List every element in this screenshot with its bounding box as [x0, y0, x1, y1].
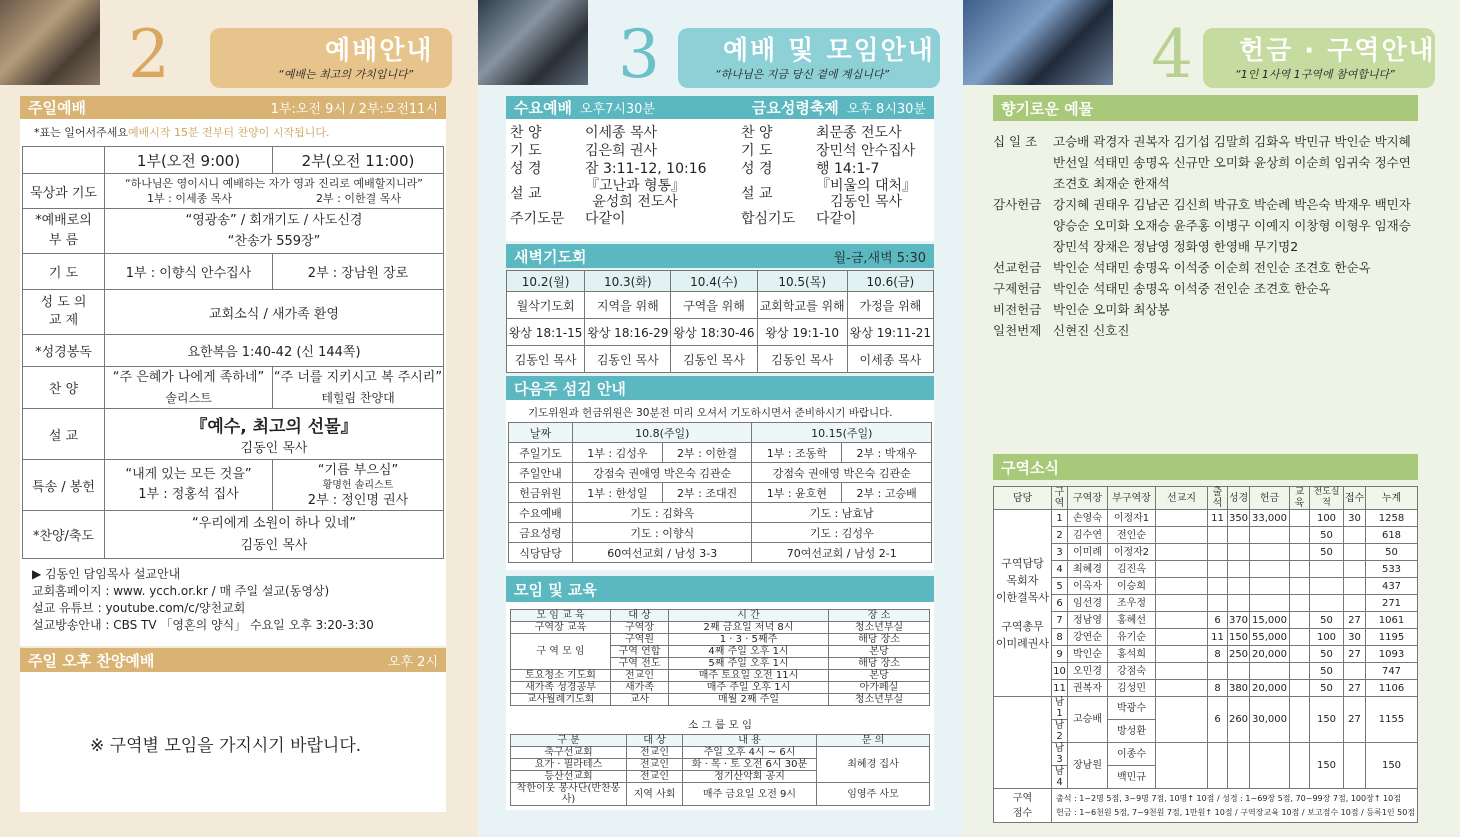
small-group-table: 구 분 대 상 내 용 문 의 축구선교회 전교인 주일 오후 4시 ~ 6시 최혜경 집사 요가 · 필라테스 전교인 화 · 목 · 토 오전 6시 30분 등산선교회 전교인 정기산악회 공지 착한이웃 봉사단(반찬봉사) 지역 사회 매주 금요일 오전 9시 임영주 사모: [510, 734, 930, 806]
offering-list: 십 일 조 고승배 곽경자 권복자 김기섭 김말희 김화옥 박민규 박인순 박지혜 반선일 석태민 송명옥 신규만 오미화 윤상희 이순희 임귀숙 정수연 조견호 최재순 한재석 감사헌금 강지혜 권태우 김남곤 김신희 박규호 박순례 박은숙 박재우 백민자 양승순 오미화 오재승 윤주홍 이병구 이예지 이창형 이형우 임재승 장민석 장채은 정남영 정화영 한영배 무기명2 선교헌금 박인순 석태민 송명옥 이석중 이순희 전인순 조견호 한순옥 구제헌금 박인순 석태민 송명옥 이석중 전인순 조견호 한순옥 비전헌금 박인순 오미화 최상봉 일천번제 신현진 신호진: [993, 134, 1411, 338]
page-title: 예배안내: [325, 36, 434, 66]
offering-panel: [963, 0, 1460, 837]
page-number: 4: [1151, 16, 1193, 93]
page-title: 예배 및 모임안내: [723, 36, 935, 66]
afternoon-worship-header: 주일 오후 찬양예배 오후 2시: [20, 648, 446, 672]
sunday-time: 1부:오전 9시 / 2부:오전11시: [270, 102, 438, 117]
col-first-service: 1부(오전 9:00): [105, 147, 273, 174]
row-label: 묵상과 기도: [23, 174, 105, 209]
dawn-prayer-table: 10.2(월) 10.3(화) 10.4(수) 10.5(목) 10.6(금) 월삭기도회 지역을 위해 구역을 위해 교회학교를 위해 가정을 위해 왕상 18:1-15 왕상 18:16-29 왕상 18:30-46 왕상 19:1-10 왕상 19:11-21 김동인 목사 김동인 목사 김동인 목사 김동인 목사 이세종 목사: [506, 270, 934, 373]
sunday-title: 주일예배: [28, 99, 86, 117]
worship-panel: [0, 0, 478, 837]
page-title: 헌금 · 구역안내: [1239, 36, 1436, 66]
district-table: 담당 구역 구역장 부구역장 선교지 출석 성경 헌금 교육 전도실적 접수 누계 구역담당 목회자 이한결목사 구역총무 이미례권사 1 손영숙 이정자1 11 350 33,000 100 30 1258 2 김수연 전인순 50 618 3 이미례 이정자2 50 50 4 최혜경 김진옥 533 5 이옥자 이승희 437 6 임선경 조우정 271 7 정남영 홍혜선 6 370 15,000 50 27 1061 8 강연순 유기순 11 150 55,000 100 30 1195 9 박인순 홍석희 8 250 20,000 50 27 1093 10 오민경 강점숙 50 747 11 권복자 김성민 8 380 20,000 50 27 1106 남1 고승배 박광수 6 260 30,000 150 27 1155 남2 방성환 남3 장남원 이종수 150 150 남4 백민규 구역 점수 출석 : 1~2명 5점, 3~9명 7점, 10명↑ 10점 / 성경 : 1~69장 5점, 70~99장 7점, 100장↑ 10점 헌금 : 1~6천원 5점, 7~9천원 7점, 1만원↑ 10점 / 구역장교육 10점 / 보고점수 10점 / 등록1인 50점: [993, 486, 1418, 823]
wednesday-order: 찬 양 이세종 목사 기 도 김은희 권사 성 경 잠 3:11-12, 10:16 설 교 『고난과 형통』 윤성희 전도사 주기도문 다같이: [510, 125, 707, 227]
page-subtitle: “예배는 최고의 가치입니다”: [278, 68, 414, 81]
page-number: 3: [618, 16, 660, 93]
friday-order: 찬 양 최문종 전도사 기 도 장민석 안수집사 성 경 행 14:1-7 설 교 『비울의 대처』 김동인 목사 합심기도 다같이: [741, 125, 917, 227]
page-number: 2: [128, 16, 170, 93]
meeting-panel: [478, 0, 963, 837]
congregation-photo: [0, 0, 100, 85]
next-week-header: 다음주 섬김 안내: [506, 376, 934, 400]
education-table: 모 임 교 육 대 상 시 간 장 소 구역장 교육 구역장 2째 금요일 저녁 8시 청소년부실 구 역 모 임 구역원 1 · 3 · 5째주 해당 장소 구역 연합 4째 주일 오후 1시 본당 구역 전도 5째 주일 오후 1시 해당 장소 토요청소 기도회 전교인 매주 토요일 오전 11시 본당 새가족 성경공부 새가족 매주 주일 오후 1시 아가페실 교사월례기도회 교사 매월 2째 주일 청소년부실: [510, 609, 930, 706]
offering-header: 향기로운 예물: [993, 95, 1418, 121]
sunday-order-table: 1부(오전 9:00) 2부(오전 11:00) 묵상과 기도 “하나님은 영이시니 예배하는 자가 영과 진리로 예배할지니라” 1부 : 이세종 목사 2부 : 이한결 목사 *예배로의 부 름 “영광송” / 회개기도 / 사도신경 “찬송가 559장” 기 도 1부 : 이향식 안수집사 2부 : 장남원 장로 성 도 의 교 제 교회소식 / 새가족 환영 *성경봉독 요한복음 1:40-42 (신 144쪽) 찬 양 “주 은혜가 나에게 족하네” 솔리스트 “주 너를 지키시고 복 주시리” 테힐림 찬양대 설 교 『예수, 최고의 선물』 김동인 목사 특송 / 봉헌 “내게 있는 모든 것을” 1부 : 정홍석 집사 “기름 부으심” 황명헌 솔리스트 2부 : 정인명 권사 *찬양/축도 “우리에게 소원이 하나 있네” 김동인 목사: [22, 146, 444, 559]
next-week-table: 날짜 10.8(주일) 10.15(주일) 주일기도 1부 : 김성우 2부 : 이한결 1부 : 조동학 2부 : 박재우 주일안내 강점숙 권애영 박은숙 김관순 강점숙 권애영 박은숙 김관순 헌금위원 1부 : 한성일 2부 : 조대진 1부 : 윤호현 2부 : 고승배 수요예배 기도 : 김화옥 기도 : 남효남 금요성령 기도 : 이향식 기도 : 김성우 식당담당 60여선교회 / 남성 3-3 70여선교회 / 남성 2-1: [508, 422, 932, 563]
sunday-worship-header: [20, 96, 446, 119]
education-header: 모임 및 교육: [506, 576, 934, 602]
standing-note: *표는 일어서주세요예배시작 15분 전부터 찬양이 시작됩니다.: [34, 126, 330, 139]
next-week-note: 기도위원과 헌금위원은 30분전 미리 오셔서 기도하시면서 준비하시기 바랍니다.: [528, 407, 893, 419]
wed-fri-header: 수요예배 오후7시30분 금요성령축제 오후 8시30분: [506, 96, 934, 119]
dance-photo: [963, 0, 1113, 85]
district-meeting-note: ※ 구역별 모임을 가지시기 바랍니다.: [90, 736, 362, 756]
page-subtitle: “1인 1사역 1구역에 참여합니다”: [1235, 68, 1395, 81]
dawn-prayer-header: 새벽기도회 월-금,새벽 5:30: [506, 244, 934, 268]
small-group-title: 소 그 룹 모 임: [688, 719, 753, 731]
col-second-service: 2부(오전 11:00): [273, 147, 444, 174]
sermon-info: ▶ 김동인 담임목사 설교안내 교회홈페이지 : www. ycch.or.kr / 매 주일 설교(동영상) 설교 유튜브 : youtube.com/c/양천교회 설교방송안내 : CBS TV 「영혼의 양식」 수요일 오후 3:20-3:30: [32, 567, 374, 632]
page-subtitle: “하나님은 지금 당신 곁에 계십니다”: [715, 68, 890, 81]
choir-photo: [478, 0, 588, 85]
district-header: 구역소식: [993, 454, 1418, 480]
